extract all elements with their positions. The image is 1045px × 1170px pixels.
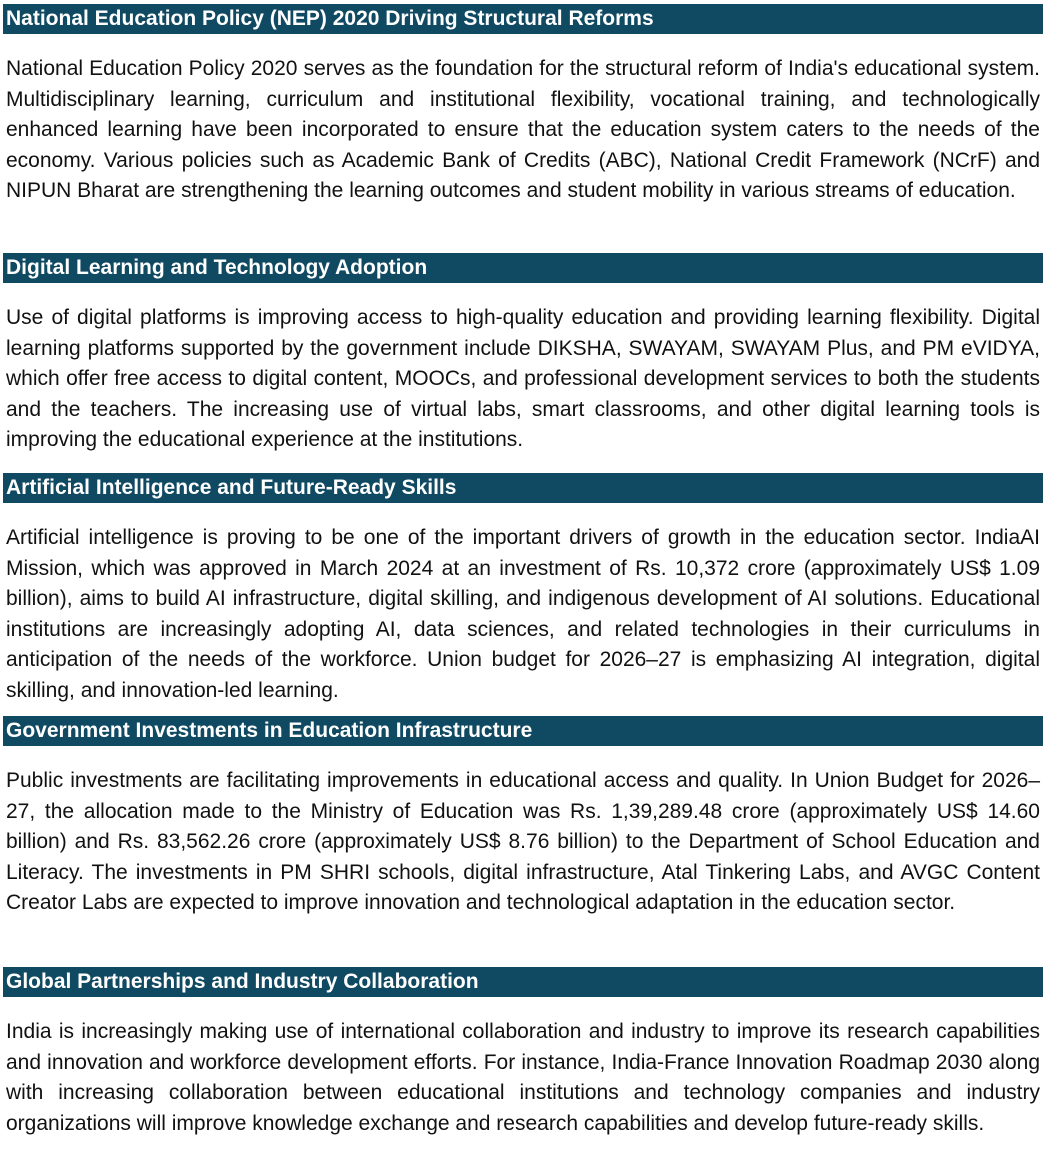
section-digital-learning — [3, 253, 1043, 456]
section-nep-2020 — [3, 4, 1043, 207]
section-heading: Artificial Intelligence and Future-Ready Skills — [3, 473, 1043, 503]
section-paragraph: National Education Policy 2020 serves as the foundation for the structural reform of India's educational system. Multidisciplinary learning, curriculum and institutional flexibility, vocational training, and technologically enhanced learning have been incorporated to ensure that the education system caters to the needs of the economy. Various policies such as Academic Bank of Credits (ABC), National Credit Framework (NCrF) and NIPUN Bharat are strengthening the learning outcomes and student mobility in various streams of education. — [6, 57, 1040, 202]
section-heading: Government Investments in Education Infrastructure — [3, 716, 1043, 746]
section-heading: Global Partnerships and Industry Collaboration — [3, 967, 1043, 997]
section-paragraph: Use of digital platforms is improving access to high-quality education and providing learning flexibility. Digital learning platforms supported by the government include DIKSHA, SWAYAM, SWAYAM Plus, and PM eVIDYA, which offer free access to digital content, MOOCs, and professional development services to both the students and the teachers. The increasing use of virtual labs, smart classrooms, and other digital learning tools is improving the educational experience at the institutions. — [6, 306, 1040, 451]
section-paragraph: Public investments are facilitating improvements in educational access and quality. In Union Budget for 2026–27, the allocation made to the Ministry of Education was Rs. 1,39,289.48 crore (approximately US$ 14.60 billion) and Rs. 83,562.26 crore (approximately US$ 8.76 billion) to the Department of School Education and Literacy. The investments in PM SHRI schools, digital infrastructure, Atal Tinkering Labs, and AVGC Content Creator Labs are expected to improve innovation and technological adaptation in the education sector. — [6, 769, 1040, 914]
section-heading: National Education Policy (NEP) 2020 Driving Structural Reforms — [3, 4, 1043, 34]
section-paragraph: India is increasingly making use of international collaboration and industry to improve its research capabilities and innovation and workforce development efforts. For instance, India-France Innovation Roadmap 2030 along with increasing collaboration between educational institutions and technology companies and industry organizations will improve knowledge exchange and research capabilities and develop future-ready skills. — [6, 1020, 1040, 1135]
section-paragraph: Artificial intelligence is proving to be one of the important drivers of growth in the education sector. IndiaAI Mission, which was approved in March 2024 at an investment of Rs. 10,372 crore (approximately US$ 1.09 billion), aims to build AI infrastructure, digital skilling, and indigenous development of AI solutions. Educational institutions are increasingly adopting AI, data sciences, and related technologies in their curriculums in anticipation of the needs of the workforce. Union budget for 2026–27 is emphasizing AI integration, digital skilling, and innovation-led learning. — [6, 526, 1040, 702]
section-artificial-intelligence — [3, 473, 1043, 706]
section-heading: Digital Learning and Technology Adoption — [3, 253, 1043, 283]
section-government-investments — [3, 716, 1043, 919]
section-global-partnerships — [3, 967, 1043, 1139]
